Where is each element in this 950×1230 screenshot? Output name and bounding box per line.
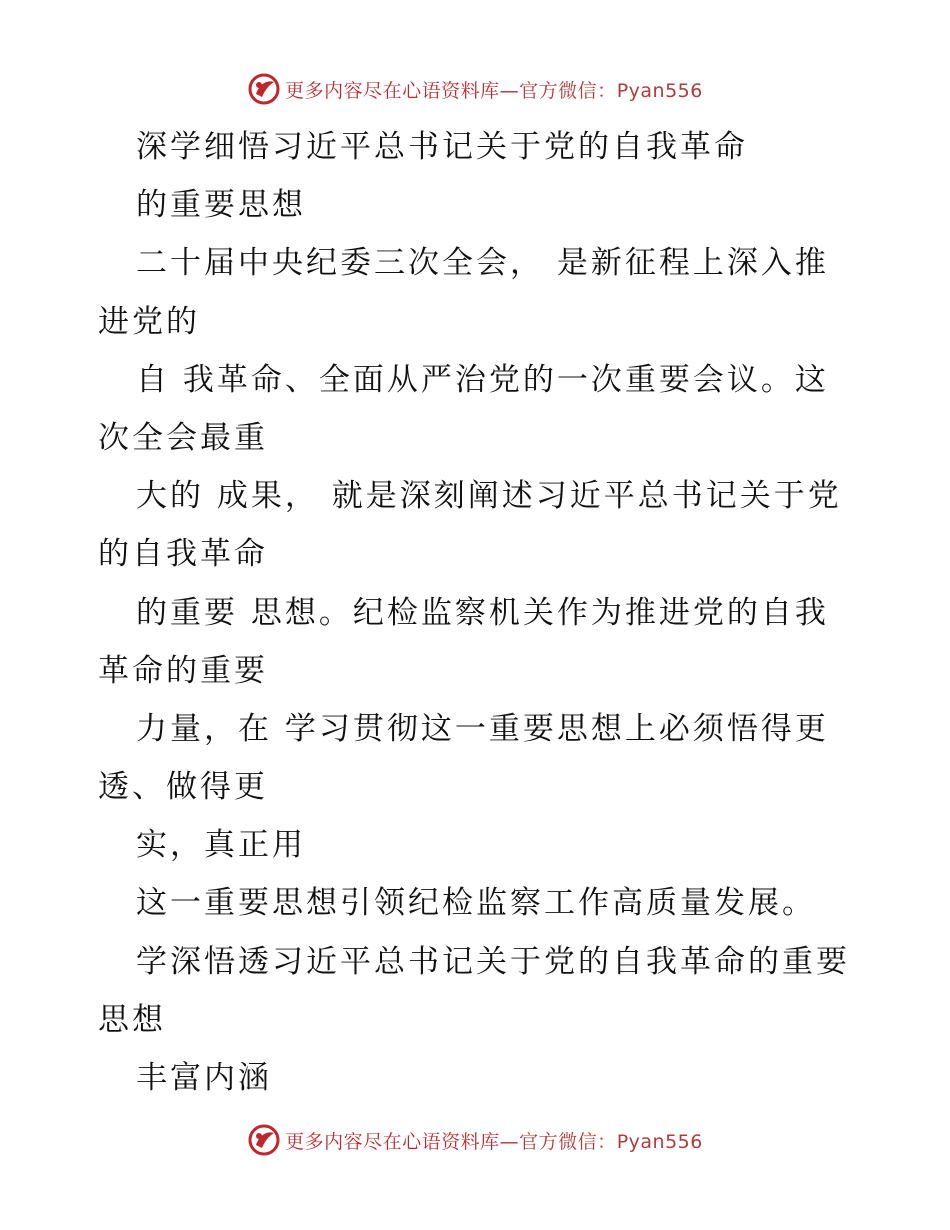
text-line: 的重要 思想。纪检监察机关作为推进党的自我 (136, 594, 829, 631)
banner-text (285, 76, 703, 103)
text-line: 大的 成果， 就是深刻阐述习近平总书记关于党 (136, 478, 842, 515)
text-line: 思想 (98, 1001, 166, 1038)
header-banner (0, 72, 950, 106)
text-line: 实，真正用 (136, 827, 306, 864)
text-line: 这一重要思想引领纪检监察工作高质量发展。 (136, 885, 816, 922)
text-line: 力量，在 学习贯彻这一重要思想上必须悟得更 (136, 710, 829, 747)
logo-icon (247, 72, 281, 106)
banner-separator: — (499, 79, 520, 102)
text-line: 次全会最重 (98, 419, 268, 456)
banner-wechat-label: 官方微信： (519, 79, 617, 102)
banner-site-text: 更多内容尽在心语资料库 (285, 79, 500, 102)
text-line: 深学细悟习近平总书记关于党的自我革命 (136, 129, 748, 165)
text-line: 丰富内涵 (136, 1060, 272, 1096)
text-line: 的自我革命 (98, 536, 268, 573)
document-body (98, 118, 858, 1107)
text-line: 二十届中央纪委三次全会， 是新征程上深入推 (136, 245, 829, 282)
banner-wechat-id: Pyan556 (616, 1130, 703, 1153)
text-line: 进党的 (98, 303, 200, 340)
text-line: 透、做得更 (98, 769, 268, 806)
footer-banner (0, 1123, 950, 1157)
banner-wechat-id: Pyan556 (616, 79, 703, 102)
logo-icon (247, 1123, 281, 1157)
banner-site-text: 更多内容尽在心语资料库 (285, 1130, 500, 1153)
text-line: 学深悟透习近平总书记关于党的自我革命的重要 (136, 943, 850, 980)
text-line: 的重要思想 (136, 187, 306, 224)
banner-text (285, 1127, 703, 1154)
banner-separator: — (499, 1130, 520, 1153)
banner-wechat-label: 官方微信： (519, 1130, 617, 1153)
text-line: 自 我革命、全面从严治党的一次重要会议。这 (136, 361, 829, 398)
text-line: 革命的重要 (98, 652, 268, 689)
